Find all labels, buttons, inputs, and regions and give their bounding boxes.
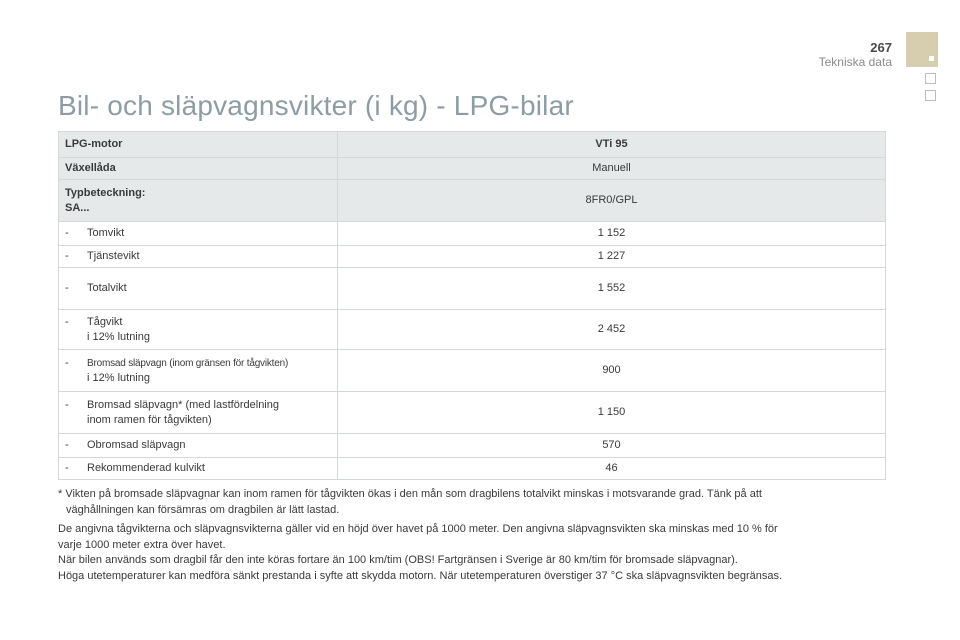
type-label xyxy=(59,180,338,222)
row-label xyxy=(59,310,338,350)
row-dash: - xyxy=(65,282,69,294)
row-label-line: Bromsad släpvagn (inom gränsen för tågvikten) xyxy=(87,357,289,369)
row-label-line: i 12% lutning xyxy=(87,330,150,343)
row-label xyxy=(59,350,338,392)
row-label-text xyxy=(87,315,150,345)
row-dash: - xyxy=(65,227,69,239)
row-label-line: inom ramen för tågvikten) xyxy=(87,413,212,426)
weights-table xyxy=(58,131,886,480)
row-label-text xyxy=(87,398,279,428)
notes-line: När bilen används som dragbil får den inte köras fortare än 100 km/tim (OBS! Fartgränsen i Sverige är 80 km/tim för bromsade släpvagnar). xyxy=(58,554,738,567)
gearbox-label: Växellåda xyxy=(59,158,338,180)
row-label-text: Tomvikt xyxy=(87,227,125,239)
table-row xyxy=(59,180,886,222)
row-label-text: Obromsad släpvagn xyxy=(87,439,186,451)
chapter-tab-marker-icon xyxy=(929,56,934,61)
table-row xyxy=(59,132,886,158)
row-value: 1 227 xyxy=(338,246,886,268)
row-label-text: Tjänstevikt xyxy=(87,250,140,262)
row-label-line: Tågvikt xyxy=(87,315,123,328)
row-label-line: i 12% lutning xyxy=(87,371,150,384)
chapter-tab-empty-icon xyxy=(925,73,936,84)
notes-line: varje 1000 meter extra över havet. xyxy=(58,538,226,551)
row-value: 2 452 xyxy=(338,310,886,350)
row-dash: - xyxy=(65,398,69,411)
table-row xyxy=(59,350,886,392)
type-label-line: Typbeteckning: xyxy=(65,186,146,199)
row-value: 46 xyxy=(338,458,886,480)
row-label xyxy=(59,268,338,310)
footnote xyxy=(58,486,898,518)
row-value: 1 150 xyxy=(338,392,886,434)
table-row xyxy=(59,434,886,458)
gearbox-value: Manuell xyxy=(338,158,886,180)
table-row xyxy=(59,246,886,268)
table-row xyxy=(59,310,886,350)
row-dash: - xyxy=(65,356,69,369)
type-value: 8FR0/GPL xyxy=(338,180,886,222)
row-label-line: Bromsad släpvagn* (med lastfördelning xyxy=(87,398,279,411)
row-dash: - xyxy=(65,250,69,262)
table-row xyxy=(59,222,886,246)
table-row xyxy=(59,158,886,180)
notes-line: De angivna tågvikterna och släpvagnsvikterna gäller vid en höjd över havet på 1000 meter. Den angivna släpvagnsvikten ska minskas med 10 % för xyxy=(58,523,778,535)
row-value: 1 552 xyxy=(338,268,886,310)
table-row xyxy=(59,458,886,480)
table-row xyxy=(59,392,886,434)
type-label-line: SA... xyxy=(65,201,90,214)
row-value: 900 xyxy=(338,350,886,392)
row-label-text xyxy=(87,356,288,386)
row-dash: - xyxy=(65,315,69,328)
notes xyxy=(58,522,898,584)
section-name: Tekniska data xyxy=(818,55,892,69)
footnote-line: väghållningen kan försämras om dragbilen är lätt lastad. xyxy=(66,504,340,516)
engine-value: VTi 95 xyxy=(338,132,886,158)
row-dash: - xyxy=(65,439,69,451)
row-label xyxy=(59,458,338,480)
notes-line: Höga utetemperaturer kan medföra sänkt prestanda i syfte att skydda motorn. När utetemperaturen överstiger 37 °C ska släpvagnsvikten begränsas. xyxy=(58,569,783,582)
row-value: 1 152 xyxy=(338,222,886,246)
table-row xyxy=(59,268,886,310)
row-label xyxy=(59,222,338,246)
row-label-text: Totalvikt xyxy=(87,282,127,294)
page-number: 267 xyxy=(870,40,892,55)
row-dash: - xyxy=(65,462,69,474)
row-value: 570 xyxy=(338,434,886,458)
page-title: Bil- och släpvagnsvikter (i kg) - LPG-bilar xyxy=(58,90,574,121)
chapter-tab xyxy=(906,32,938,67)
engine-label: LPG-motor xyxy=(59,132,338,158)
row-label-text: Rekommenderad kulvikt xyxy=(87,462,205,474)
row-label xyxy=(59,246,338,268)
footnote-line: * Vikten på bromsade släpvagnar kan inom ramen för tågvikten ökas i den mån som dragbilens totalvikt minskas i motsvarande grad. Tänk på att xyxy=(58,488,762,500)
chapter-tab-empty-icon xyxy=(925,90,936,101)
row-label xyxy=(59,434,338,458)
row-label xyxy=(59,392,338,434)
